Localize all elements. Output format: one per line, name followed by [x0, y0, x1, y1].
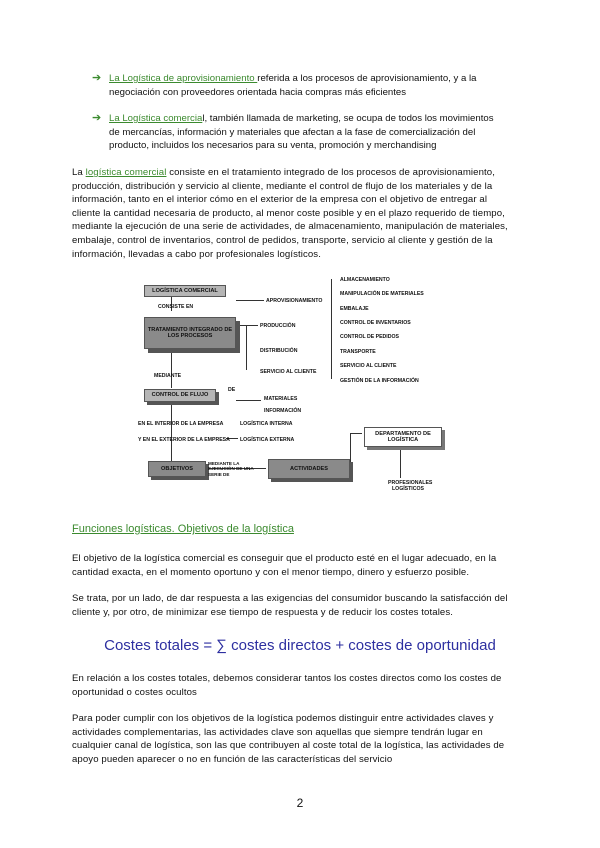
intro-paragraph: La logística comercial consiste en el tratamiento integrado de los procesos de aprovisionamiento, producción, distribución y servicio al cliente, mediante el control de flujo de los materiales y de la información, tanto en el interior cómo en el exterior de la empresa con el objetivo de entregar al cliente la cantidad necesaria de producto, al menor coste posible y en el plazo requerido de tiempo, mediante la ejecución de una serie de actividades, de almacenamiento, manipulación de materiales, embalaje, control de inventarios, control de pedidos, transporte, servicio al cliente y gestión de la información, llevadas a cabo por profesionales logísticos. [72, 167, 508, 260]
label-servicio-cliente: SERVICIO AL CLIENTE [260, 369, 317, 375]
label-consiste-en: CONSISTE EN [158, 304, 194, 310]
link-logistica-comercial[interactable]: La Logística comercia [109, 113, 203, 124]
activity-item: CONTROL DE INVENTARIOS [340, 320, 411, 326]
bullet-aprovisionamiento: La Logística de aprovisionamiento referida a los procesos de aprovisionamiento, y a la negociación con proveedores orientada hacia compras más eficientes [109, 73, 477, 98]
box-tratamiento-integrado: TRATAMIENTO INTEGRADO DE LOS PROCESOS [144, 317, 236, 349]
label-produccion: PRODUCCIÓN [260, 323, 296, 329]
activity-item: ALMACENAMIENTO [340, 277, 390, 283]
arrow-bullet-icon: ➔ [92, 72, 102, 84]
link-logistica-comercial-intro[interactable]: logística comercial [85, 167, 167, 178]
label-log-interna: LOGÍSTICA INTERNA [240, 421, 293, 427]
box-departamento-logistica: DEPARTAMENTO DE LOGÍSTICA [364, 427, 442, 447]
section-title-funciones[interactable]: Funciones logísticas. Objetivos de la logística [72, 523, 294, 535]
label-mediante: MEDIANTE [154, 373, 182, 379]
label-informacion: INFORMACIÓN [264, 408, 302, 414]
label-aprovisionamiento: APROVISIONAMIENTO [266, 298, 323, 304]
label-profesionales: PROFESIONALES LOGÍSTICOS [388, 480, 433, 492]
label-de: DE [228, 387, 236, 393]
label-interior: EN EL INTERIOR DE LA EMPRESA [138, 421, 224, 427]
activity-item: MANIPULACIÓN DE MATERIALES [340, 291, 424, 297]
label-log-externa: LOGÍSTICA EXTERNA [240, 437, 295, 443]
bullet-comercial: La Logística comercial, también llamada de marketing, se ocupa de todos los movimientos de mercancías, información y materiales que afectan a la fase de comercialización del producto, incluidos los necesarios para su venta, promoción y merchandising [109, 113, 494, 152]
paragraph-relacion: En relación a los costes totales, debemos considerar tantos los costes directos como los costes de oportunidad o costes ocultos [72, 673, 502, 698]
label-exterior: Y EN EL EXTERIOR DE LA EMPRESA [138, 437, 230, 443]
activity-item: CONTROL DE PEDIDOS [340, 334, 399, 340]
paragraph-cumplir: Para poder cumplir con los objetivos de la logística podemos distinguir entre actividades claves y actividades complementarias, las actividades clave son aquellas que siempre tendrán lugar en cualquier canal de logística, son las que contribuyen al coste total de la logística, las actividades de apoyo pueden aparecer o no en función de las características del servicio [72, 713, 505, 765]
activity-item: SERVICIO AL CLIENTE [340, 363, 397, 369]
arrow-bullet-icon: ➔ [92, 112, 102, 124]
paragraph-se-trata: Se trata, por un lado, de dar respuesta a las exigencias del consumidor buscando la satisfacción del cliente y, por otro, de minimizar ese tiempo de respuesta y de reducir los costes totales. [72, 593, 508, 618]
activity-item: TRANSPORTE [340, 349, 376, 355]
link-logistica-aprovisionamiento[interactable]: La Logística de aprovisionamiento [109, 73, 258, 84]
label-distribucion: DISTRIBUCIÓN [260, 348, 298, 354]
page-number: 2 [296, 796, 304, 810]
paragraph-objetivo: El objetivo de la logística comercial es conseguir que el producto esté en el lugar adecuado, en la cantidad exacta, en el momento oportuno y con el menor tiempo, dinero y esfuerzo posible. [72, 553, 497, 578]
label-materiales: MATERIALES [264, 396, 298, 402]
logistics-diagram [136, 275, 466, 500]
box-objetivos: OBJETIVOS [148, 461, 206, 477]
label-mediante-ejecucion: MEDIANTE LA EJECUCIÓN DE UNA SERIE DE [208, 461, 254, 477]
activity-item: EMBALAJE [340, 306, 369, 312]
box-actividades: ACTIVIDADES [268, 459, 350, 479]
box-logistica-comercial: LOGÍSTICA COMERCIAL [144, 285, 226, 297]
activity-item: GESTIÓN DE LA INFORMACIÓN [340, 378, 419, 384]
formula-costes-totales: Costes totales = ∑ costes directos + costes de oportunidad [104, 637, 496, 654]
box-control-flujo: CONTROL DE FLUJO [144, 389, 216, 402]
